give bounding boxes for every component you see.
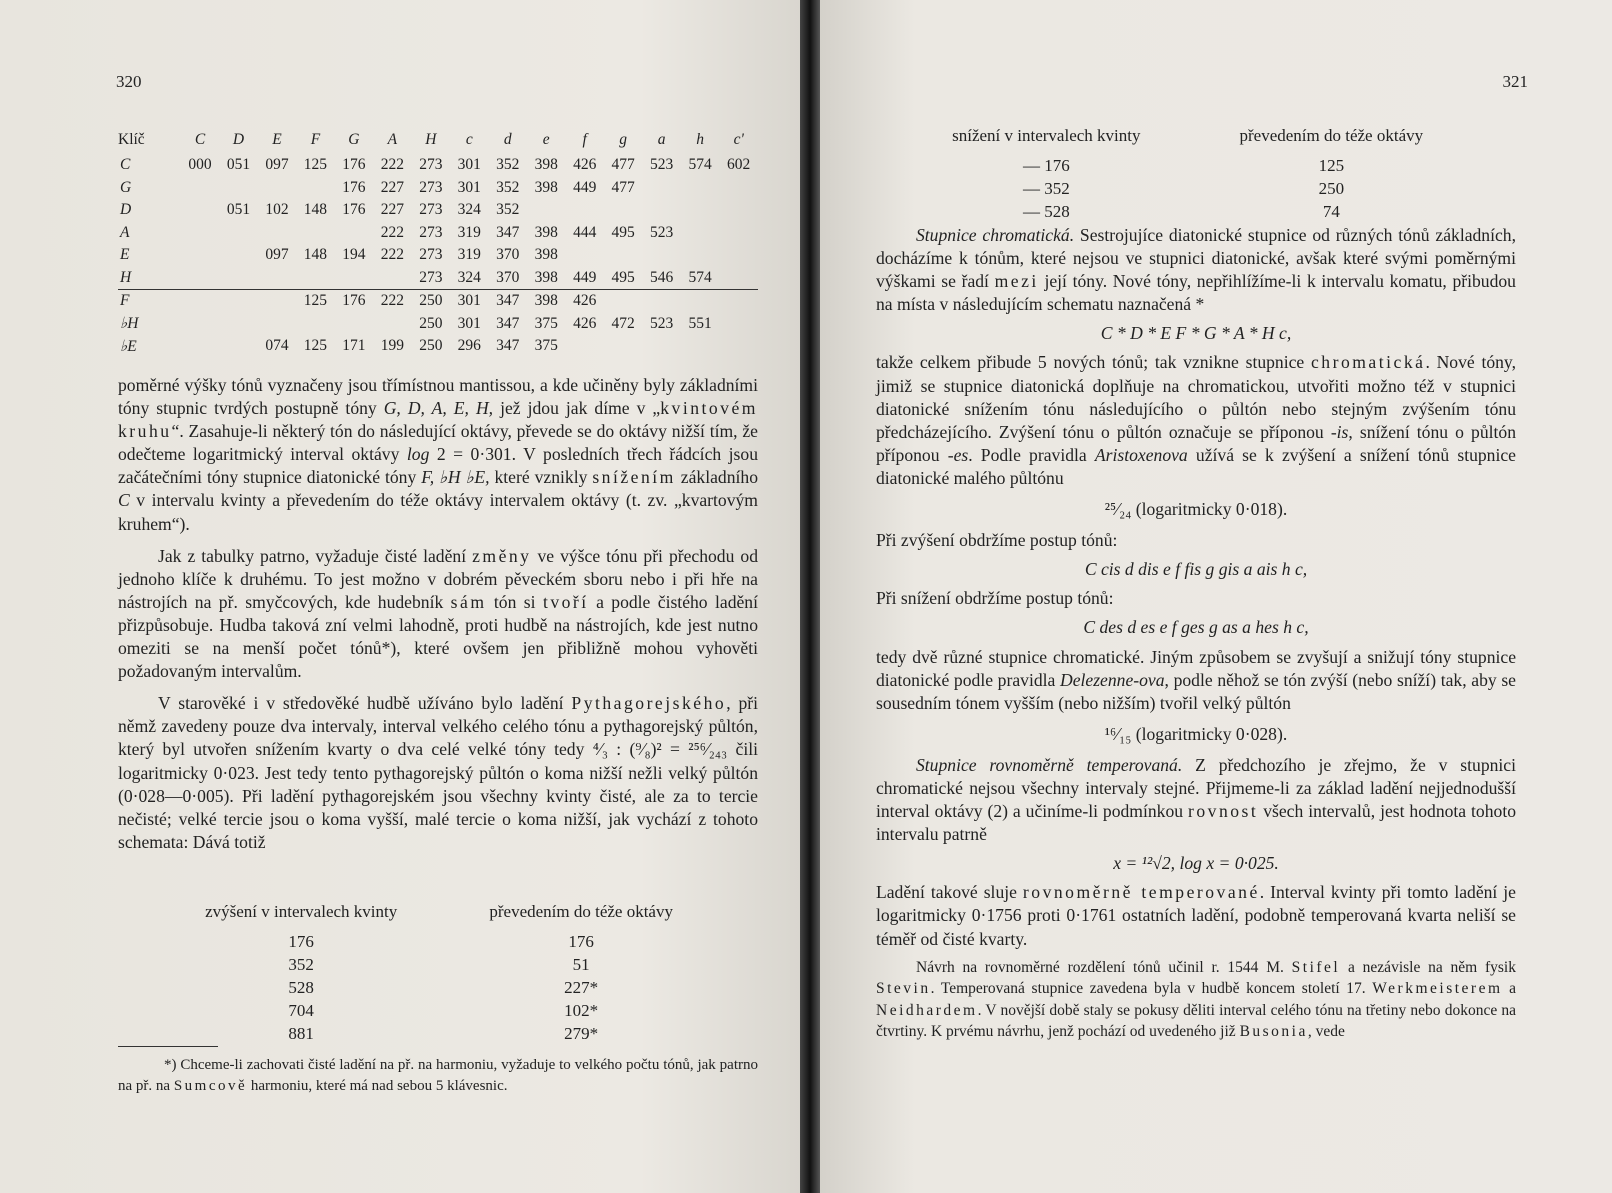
key-table-row [118,177,758,200]
key-table-cell [565,244,603,267]
key-table-cell [181,267,219,290]
interval-table-lower [902,126,1472,223]
key-table-cell [219,267,257,290]
key-table-cell [181,222,219,245]
key-table-cell [719,290,758,313]
text: . Podle pravidla [968,444,1095,465]
paragraph [876,881,1516,950]
footnote-rule [118,1046,218,1047]
text-spaced: Busonia [1239,1023,1308,1041]
key-table-cell [373,267,411,290]
column-header: zvýšení v intervalech kvinty [205,902,398,921]
key-table-cell: 194 [342,246,366,264]
key-table-cell: 444 [573,223,597,241]
text-spaced: změny [472,545,532,566]
text: Návrh na rovnoměrné rozdělení tónů učinil r. 1544 M. [916,958,1292,976]
text: *) Chceme-li zachovati čisté ladění na př. na harmoniu, vyžaduje to velkého počtu tónů, jak patrno na př. na [118,1057,758,1094]
text-spaced: Neidhardem [876,1001,978,1019]
text-italic: -es [947,444,969,465]
text: které vznikly [489,467,593,488]
key-table-cell: 347 [496,314,520,332]
interval-row [902,200,1472,223]
key-table-cell [258,222,296,245]
key-table-cell [181,335,219,358]
key-table-cell: 273 [419,201,443,219]
key-table-col-header: f [582,131,587,148]
key-table-col-header: g [619,131,628,148]
key-table-cell [296,267,334,290]
text-spaced: Pythagorejského [571,693,727,714]
key-table-col-header: d [503,131,512,148]
paragraph [876,224,1516,316]
key-table-cell [373,313,411,336]
text: Jak z tabulky patrno, vyžaduje čisté ladění [158,545,473,566]
key-table-col-header: H [425,131,437,148]
text: harmoniu, které má nad sebou 5 klávesnic. [247,1078,508,1094]
key-table-row [118,222,758,245]
interval-cell: 227* [564,977,599,997]
key-table-col-header: a [657,131,666,148]
key-table-cell [681,290,719,313]
paragraph [876,646,1516,715]
key-table-key: H [120,268,132,286]
key-table-cell [335,267,373,290]
key-table-cell: 449 [573,178,597,196]
page-number-right: 321 [1502,72,1528,91]
key-table-cell: 495 [611,223,635,241]
key-table-cell [719,199,758,222]
interval-cell: 102* [564,1000,599,1020]
text-spaced: Sumcově [173,1078,248,1094]
text: poměrné výšky tónů vyznačeny jsou třímístnou mantissou, a kde učiněny byly základními tóny stupnic tvrdých postupně tóny [118,375,758,419]
text: Ladění takové sluje [876,882,1023,903]
paragraph [876,754,1516,846]
key-table-cell [681,244,719,267]
key-table-cell: 125 [303,156,328,174]
text: a nezávisle na něm fysik [1340,958,1516,976]
key-table-row [118,335,758,358]
key-table-cell [642,290,680,313]
text: a [1502,980,1516,998]
text-italic: Stupnice chromatická. [916,225,1075,245]
key-table-cell: 176 [342,178,366,196]
key-table-key: C [120,156,131,174]
key-table-cell: 352 [496,201,520,219]
key-table-cell: 301 [457,314,481,332]
key-table-cell [296,222,334,245]
formula: ¹⁶⁄₁₅ (logaritmicky 0·028). [1104,723,1288,744]
key-table-cell: 273 [419,268,443,286]
text: , při němž zavedeny pouze dva intervaly, interval velkého celého tónu a pythagorejský půltón, který byl utvořen snížením kvarty o dva celé velké tóny tedy ⁴⁄₃ : (⁹⁄₈)² = ²⁵⁶⁄₂₄₃ čili logaritmicky 0·023. Jest tedy tento pythagorejský půltón o koma nižší nežli velký půltón (0·028—0·005). Při ladění pythagorejském jsou všechny kvinty čisté, ale za to tercie nečisté; velké tercie jsou o koma vyšší, malé tercie o koma nižší, jak vychází z tohoto schemata: Dává totiž [118,693,758,852]
interval-cell: 528 [288,977,314,997]
interval-cell: 176 [288,931,314,951]
text-spaced: rovnost [1188,801,1259,822]
key-table-cell: 301 [457,178,481,196]
key-table-col-header: D [232,131,245,148]
key-table-cell [681,199,719,222]
paragraph [118,374,758,536]
text: Sestrojujíce diatonické stupnice od různých tónů základních, docházíme k tónům, které nejsou ve stupnici diatonické, avšak které svými poměrnými výškami se řadí [876,225,1517,292]
key-table-cell [642,335,680,358]
interval-table-raise [158,902,718,1045]
text-spaced: kvintovém kruhu [118,398,758,442]
interval-cell: — 352 [1022,178,1070,198]
key-table-cell [219,313,257,336]
key-table-cell: 523 [650,314,674,332]
key-table-cell: 551 [688,314,712,332]
key-table-cell: 301 [450,290,488,313]
key-table-cell: 171 [342,337,366,355]
key-table-cell: 398 [534,246,558,264]
key-table-cell: 398 [534,223,558,241]
interval-row [158,1022,718,1045]
text: všech intervalů, jest hodnota tohoto intervalu patrně [876,801,1517,845]
key-table-cell [258,313,296,336]
text-line: Při zvýšení obdržíme postup tónů: [876,530,1118,551]
key-table-col-header: G [348,131,360,148]
key-table-cell [335,313,373,336]
key-table-corner: Klíč [118,131,145,148]
text: tón si [486,591,543,612]
key-table-cell: 176 [335,290,373,313]
key-table-cell [258,290,296,313]
text: . Nové tóny, jimiž se stupnice diatonická doplňuje na chromatickou, utvořiti možno též v stupnici diatonické snížením tónu následujícího o půltón nebo stejným zvýšením tónu předcházejícího. Zvýšení tónu o půltón označuje se příponou [876,352,1516,442]
key-table-cell: 227 [380,201,404,219]
left-page [0,0,800,1193]
key-table-cell: 477 [611,178,635,196]
key-table-cell: 574 [688,268,712,286]
key-table-cell: 523 [650,156,674,174]
formula: C cis d dis e f fis g gis a ais h c, [1084,559,1308,580]
interval-row [158,999,718,1022]
paragraph [876,351,1516,490]
key-table-col-header: c [465,131,473,148]
key-table-cell: 222 [380,223,404,241]
key-table-cell: 222 [380,156,404,174]
key-table-cell: 074 [265,337,289,355]
key-table-cell: 426 [573,314,597,332]
text: základního [675,467,758,488]
key-table-cell [719,177,758,200]
key-table-cell [296,313,334,336]
key-table-cell [604,290,642,313]
text: V starověké i v středověké hudbě užíváno bylo ladění [158,693,572,714]
key-table-cell [258,267,296,290]
key-table-row [118,313,758,336]
column-header: snížení v intervalech kvinty [952,126,1141,145]
key-table-cell: 051 [226,201,251,219]
interval-row [158,930,718,953]
paragraph [876,957,1516,1043]
key-table-cell [719,335,758,358]
key-table-row [118,199,758,222]
key-table-cell: 398 [534,178,558,196]
key-table-cell: 370 [496,246,520,264]
key-table-cell: 273 [419,178,443,196]
key-table-cell [604,199,642,222]
text: v intervalu kvinty a převedením do téže oktávy intervalem oktávy (t. zv. „kvartovým kruhem“). [118,490,758,534]
key-table-cell [181,199,219,222]
text: “. Zasahuje-li některý tón do následující oktávy, převede se do oktávy nižší tím, že odečteme logaritmický interval oktávy [118,421,758,465]
text-spaced: Stevin [876,980,931,998]
key-table-cell [719,313,758,336]
key-table-cell [565,199,603,222]
text: . Interval kvinty při tomto ladění je logaritmicky 0·1756 proti 0·1761 ostatních ladění, podobně temperovaná kvarta neliší se téměř od čisté kvarty. [876,882,1516,949]
key-table-key: D [120,201,132,219]
key-table-cell: 148 [303,246,328,264]
key-table-cell: 352 [496,156,520,174]
text-line: Při snížení obdržíme postup tónů: [876,588,1114,609]
key-table-cell: 495 [611,268,635,286]
key-table-cell [719,222,758,245]
text: její tóny. Nové tóny, nepřihlížíme-li k intervalu komatu, přibudou na místa v následujícím schematu naznačená * [876,271,1516,315]
key-table-cell: 319 [457,246,481,264]
key-table-cell [681,335,719,358]
key-table-cell: 574 [688,156,712,174]
key-table-col-header: A [387,131,398,148]
interval-row [158,976,718,999]
key-table-cell [296,177,334,200]
key-table-key: ♭E [120,337,137,355]
text-italic: Stupnice rovnoměrně temperovaná. [916,754,1183,775]
interval-cell: 125 [1318,155,1345,175]
text: takže celkem přibude 5 nových tónů; tak vznikne stupnice [876,352,1311,373]
key-table-key: ♭H [120,315,139,333]
column-header: převedením do téže oktávy [1239,126,1424,145]
key-table-cell [642,177,680,200]
key-table-col-header: e [542,131,550,148]
text-spaced: mezi [994,271,1039,292]
key-table-row [118,244,758,267]
key-table-cell: 472 [611,314,635,332]
key-table-cell: 097 [265,156,289,174]
interval-row [158,953,718,976]
key-table-cell [604,335,642,358]
interval-row [902,177,1472,200]
interval-cell: 279* [564,1023,599,1043]
text-spaced: tvoří [542,591,589,612]
key-table-cell: 227 [380,178,404,196]
key-table-cell [258,177,296,200]
text-italic: Delezenne-ova [1059,669,1165,690]
key-table-cell: 199 [380,337,404,355]
key-table-cell [181,177,219,200]
text-spaced: sám [450,591,487,612]
key-table-cell: 222 [380,246,404,264]
key-table-key: E [120,246,130,264]
key-table-body [118,154,758,358]
key-table-cell: 273 [419,156,443,174]
key-table-cell: 449 [573,268,597,286]
text-italic: F, ♭H ♭E, [421,467,490,488]
text-spaced: rovnoměrně temperované [1022,882,1260,903]
key-table-cell: 148 [303,201,328,219]
key-table-cell: 102 [265,201,289,219]
key-table-cell: 097 [265,246,289,264]
key-table-cell [681,177,719,200]
text: . V novější době staly se pokusy děliti interval celého tónu na třetiny nebo dokonce na čtvrtiny. K prvému návrhu, jenž pochází od uvedeného již [876,1001,1516,1041]
interval-cell: 881 [288,1023,314,1043]
text: , vede [1307,1023,1345,1041]
key-table-cell [681,222,719,245]
text: ve výšce tónu při přechodu od jednoho klíče k druhému. To jest možno v dobrém pěveckém sboru nebo i při hře na nástrojích na př. smyčcových, kde hudebník [118,545,758,612]
key-table-col-header: h [696,131,704,148]
text: tedy dvě různé stupnice chromatické. Jiným způsobem se zvyšují a snižují tóny stupnice diatonické podle pravidla [876,646,1516,690]
key-table-cell: 398 [527,290,565,313]
text: . Temperovaná stupnice zavedena byla v hudbě koncem století 17. [930,980,1373,998]
footnote [118,1055,758,1097]
text-italic: G, D, A, E, H, [383,398,494,419]
key-table-cell: 250 [419,337,443,355]
key-table-cell: 222 [373,290,411,313]
page-number-left: 320 [116,72,142,91]
key-table-cell [219,290,257,313]
key-table-cell: 398 [534,268,558,286]
key-table-cell [527,199,565,222]
key-table-cell: 176 [342,156,366,174]
formula: C des d es e f ges g as a hes h c, [1083,617,1309,638]
text: Z předchozího je zřejmo, že v stupnici chromatické nejsou všechny intervaly stejné. Přijmeme-li za základ ladění nejjednodušší interval oktávy (2) a učiníme-li podmínkou [876,754,1516,822]
key-table-cell [642,244,680,267]
column-header: převedením do téže oktávy [489,902,673,921]
key-table-cell: 426 [573,156,597,174]
text-spaced: Werkmeisterem [1372,980,1503,998]
key-table-cell: 546 [650,268,674,286]
interval-cell: 176 [568,931,594,951]
right-text [876,224,1516,1043]
key-table-cell [335,222,373,245]
key-table-cell: 375 [534,314,558,332]
key-table-cell [219,335,257,358]
key-table-cell: 324 [457,201,481,219]
interval-row [902,154,1472,177]
formula: C * D * E F * G * A * H c, [1100,323,1292,344]
interval-cell: — 528 [1022,201,1070,221]
key-table-col-header: F [310,131,321,148]
key-table-cell: 602 [727,156,751,174]
key-table-row [118,267,758,290]
key-table-cell: 273 [419,223,443,241]
key-table-cell [181,313,219,336]
key-table [118,126,758,358]
text: , snížení tónu o půltón příponou [876,421,1516,465]
key-table-cell: 324 [457,268,481,286]
paragraph [118,692,758,854]
interval-cell: 352 [288,954,314,974]
text: 2 = 0·301. V posledních třech řádcích jsou začátečními tóny stupnice diatonické tóny [118,444,758,488]
key-table-cell: 319 [457,223,481,241]
key-table-col-header: c' [733,131,744,148]
key-table-col-header: E [272,131,282,148]
key-table-cell: 477 [611,156,635,174]
key-table-cell: 301 [457,156,481,174]
key-table-cell: 347 [496,337,520,355]
book-gutter [800,0,820,1193]
interval-cell: 74 [1322,201,1340,221]
key-table-key: A [120,223,130,241]
text-spaced: Stifel [1291,958,1341,976]
left-text [118,374,758,863]
key-table-cell: 273 [419,246,443,264]
key-table-row [118,290,758,313]
key-table-cell [604,244,642,267]
key-table-cell: 347 [489,290,527,313]
key-table-header [118,126,758,154]
formula: x = ¹²√2, log x = 0·025. [1113,853,1279,874]
text-italic: Aristoxenova [1094,444,1188,465]
key-table-cell: 426 [565,290,603,313]
text: užívá se k zvýšení a snížení tónů stupnice diatonické malého půltónu [876,444,1516,488]
interval-cell: 51 [572,954,590,974]
key-table-cell [719,244,758,267]
key-table-cell: 347 [496,223,520,241]
text-spaced: chromatická [1310,352,1426,373]
text: a podle čistého ladění přizpůsobuje. Hudba taková zní velmi lahodně, proti hudbě na nástrojích, kde jest nutno omeziti se na menší počet tónů*), které ovšem jen přibližně mohou vyhověti požadovaným intervalům. [118,591,758,682]
text-italic: C [118,490,130,511]
key-table-cell [565,335,603,358]
key-table-cell [719,267,758,290]
key-table-cell: 375 [534,337,558,355]
interval-cell: 704 [288,1000,314,1020]
key-table-key: F [118,290,181,313]
key-table-cell [219,222,257,245]
interval-cell: 250 [1318,178,1345,198]
text-italic: -is [1330,421,1349,442]
text-spaced: snížením [592,467,676,488]
key-table-cell: 000 [188,156,212,174]
key-table-cell: 250 [412,290,450,313]
key-table-key: G [120,178,132,196]
key-table-cell [219,244,257,267]
key-table-cell: 176 [342,201,366,219]
key-table-cell [219,177,257,200]
interval-cell: — 176 [1022,155,1070,175]
key-table-cell [181,244,219,267]
key-table-cell: 352 [496,178,520,196]
key-table-cell [642,199,680,222]
key-table-cell: 523 [650,223,674,241]
key-table-col-header: C [194,131,206,148]
key-table-cell: 125 [296,290,334,313]
paragraph [118,545,758,684]
key-table-cell: 051 [226,156,251,174]
key-table-cell [181,290,219,313]
key-table-cell: 370 [496,268,520,286]
key-table-cell: 398 [534,156,558,174]
key-table-cell: 296 [457,337,481,355]
text: jež jdou jak díme v „ [493,398,661,419]
key-table-cell: 125 [303,337,328,355]
key-table-cell: 250 [419,314,443,332]
text-italic: log [406,444,430,465]
text: , podle něhož se tón zvýší (nebo sníží) tak, aby se sousedním tónem vyšším (nebo nižším) tvořil velký půltón [876,669,1516,713]
key-table-row [118,154,758,177]
formula: ²⁵⁄₂₄ (logaritmicky 0·018). [1104,499,1288,520]
